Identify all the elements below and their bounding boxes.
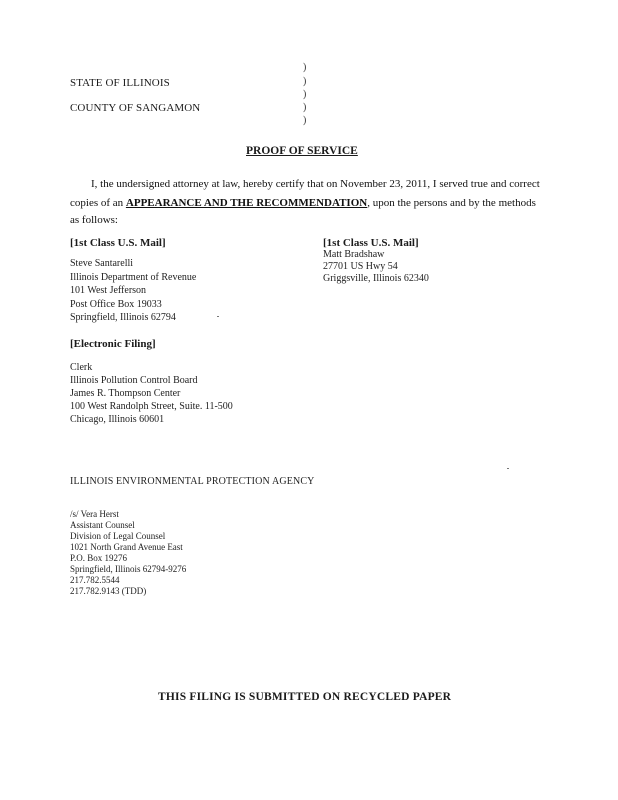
service-right-label: [1st Class U.S. Mail] — [323, 237, 419, 249]
caption-paren: ) — [303, 115, 307, 126]
signature-line: /s/ Vera Herst — [70, 509, 119, 519]
electronic-line: Chicago, Illinois 60601 — [70, 414, 165, 425]
service-left-line: Springfield, Illinois 62794 — [70, 312, 176, 323]
signature-line: 217.782.5544 — [70, 575, 120, 585]
signature-line: 217.782.9143 (TDD) — [70, 586, 147, 596]
caption-paren: ) — [303, 102, 307, 113]
scan-speck — [507, 468, 509, 469]
body-line-2 — [70, 194, 536, 213]
caption-paren: ) — [303, 62, 307, 73]
signature-line: Division of Legal Counsel — [70, 531, 166, 541]
service-right-line: 27701 US Hwy 54 — [323, 261, 398, 272]
service-left-line: Illinois Department of Revenue — [70, 272, 197, 283]
signature-line: Springfield, Illinois 62794-9276 — [70, 564, 187, 574]
signature-line: Assistant Counsel — [70, 520, 135, 530]
electronic-filing-label: [Electronic Filing] — [70, 338, 156, 350]
electronic-line: 100 West Randolph Street, Suite. 11-500 — [70, 401, 233, 412]
caption-paren: ) — [303, 76, 307, 87]
electronic-line: James R. Thompson Center — [70, 388, 181, 399]
service-left-line: 101 West Jefferson — [70, 285, 147, 296]
electronic-line: Illinois Pollution Control Board — [70, 375, 198, 386]
signature-line: P.O. Box 19276 — [70, 553, 128, 563]
body-line-1: I, the undersigned attorney at law, hereby certify that on November 23, 2011, I served true and correct — [91, 178, 540, 190]
service-left-line: Steve Santarelli — [70, 258, 134, 269]
caption-county: COUNTY OF SANGAMON — [70, 102, 201, 114]
document-title: PROOF OF SERVICE — [246, 145, 358, 157]
service-left-label: [1st Class U.S. Mail] — [70, 237, 166, 249]
signature-line: 1021 North Grand Avenue East — [70, 542, 183, 552]
electronic-line: Clerk — [70, 362, 93, 373]
recycled-paper-footer: THIS FILING IS SUBMITTED ON RECYCLED PAPER — [158, 691, 452, 703]
scan-speck — [217, 316, 219, 317]
served-documents: APPEARANCE AND THE RECOMMENDATION — [125, 197, 368, 209]
caption-state: STATE OF ILLINOIS — [70, 77, 170, 89]
agency-name: ILLINOIS ENVIRONMENTAL PROTECTION AGENCY — [70, 476, 315, 487]
caption-paren: ) — [303, 89, 307, 100]
body-line-2-prefix: copies of an — [70, 197, 126, 209]
service-right-line: Matt Bradshaw — [323, 249, 385, 260]
service-right-line: Griggsville, Illinois 62340 — [323, 273, 429, 284]
body-line-3: as follows: — [70, 214, 118, 226]
service-left-line: Post Office Box 19033 — [70, 299, 162, 310]
body-line-2-suffix: , upon the persons and by the methods — [367, 197, 536, 209]
